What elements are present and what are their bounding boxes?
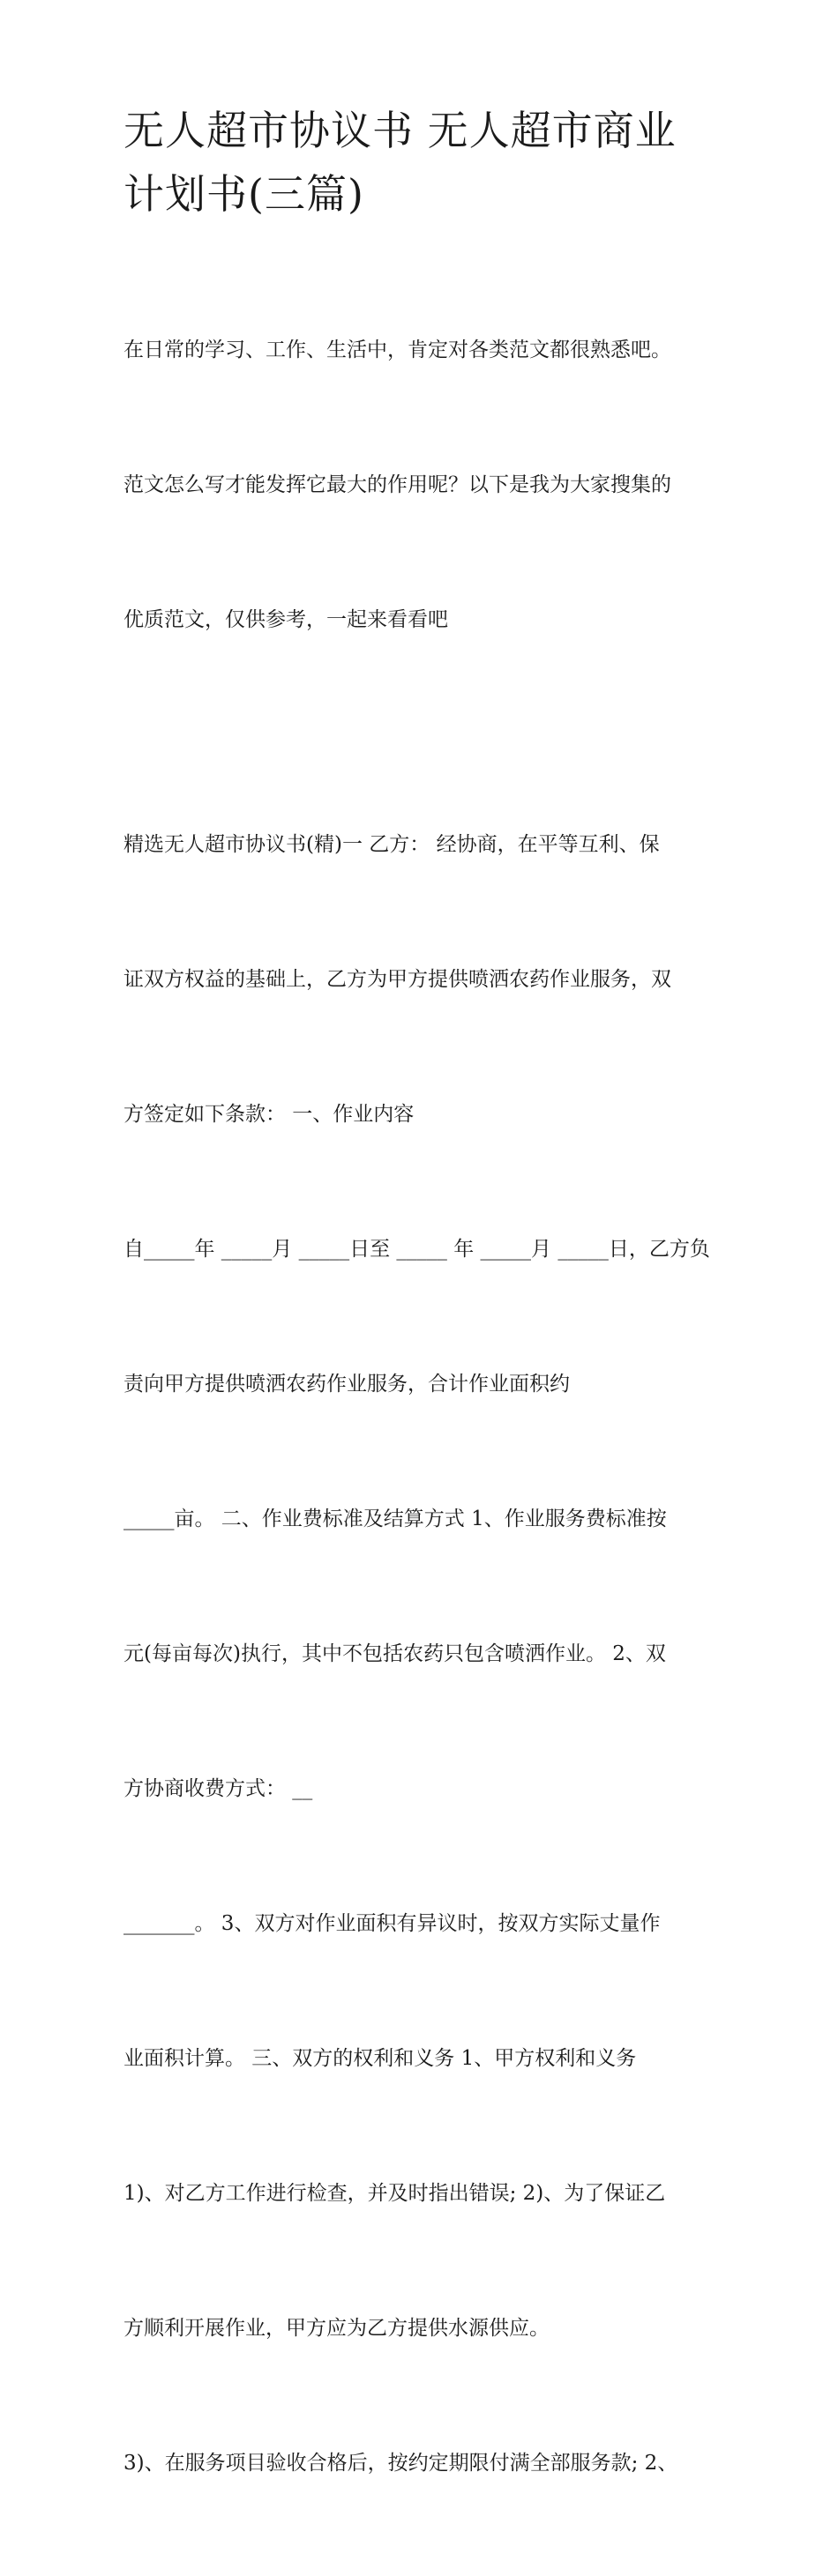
text-line: 自_____年 _____月 _____日至 _____ 年 _____月 _____日，乙方负 <box>123 1238 710 1261</box>
text-line: 业面积计算。 三、双方的权利和义务 1、甲方权利和义务 <box>123 2047 637 2070</box>
text-line: 方顺利开展作业，甲方应为乙方提供水源供应。 <box>123 2317 550 2340</box>
text-line: _______。 3、双方对作业面积有异议时，按双方实际丈量作 <box>123 1912 661 1935</box>
text-line: 3)、在服务项目验收合格后，按约定期限付满全部服务款; 2、 <box>123 2452 678 2475</box>
text-line: 优质范文，仅供参考，一起来看看吧 <box>123 608 448 631</box>
intro-paragraph <box>123 238 723 733</box>
text-line: 方协商收费方式： __ <box>123 1777 313 1800</box>
text-line: 元(每亩每次)执行，其中不包括农药只包含喷洒作业。 2、双 <box>123 1642 666 1665</box>
document-title <box>123 99 723 226</box>
text-line: 精选无人超市协议书(精)一 乙方： 经协商，在平等互利、保 <box>123 833 660 856</box>
title-line: 无人超市协议书 无人超市商业 <box>123 107 677 154</box>
agreement-body <box>123 733 723 2576</box>
text-line: 责向甲方提供喷洒农药作业服务，合计作业面积约 <box>123 1373 570 1396</box>
text-line: 方签定如下条款： 一、作业内容 <box>123 1103 415 1126</box>
text-line: 1)、对乙方工作进行检查，并及时指出错误; 2)、为了保证乙 <box>123 2182 666 2205</box>
text-line: 范文怎么写才能发挥它最大的作用呢？以下是我为大家搜集的 <box>123 473 671 496</box>
text-line: _____亩。 二、作业费标准及结算方式 1、作业服务费标准按 <box>123 1508 667 1530</box>
text-line: 证双方权益的基础上，乙方为甲方提供喷洒农药作业服务，双 <box>123 968 671 991</box>
title-line: 计划书(三篇) <box>123 170 364 218</box>
document-page <box>123 99 723 2576</box>
text-line: 在日常的学习、工作、生活中，肯定对各类范文都很熟悉吧。 <box>123 339 671 361</box>
